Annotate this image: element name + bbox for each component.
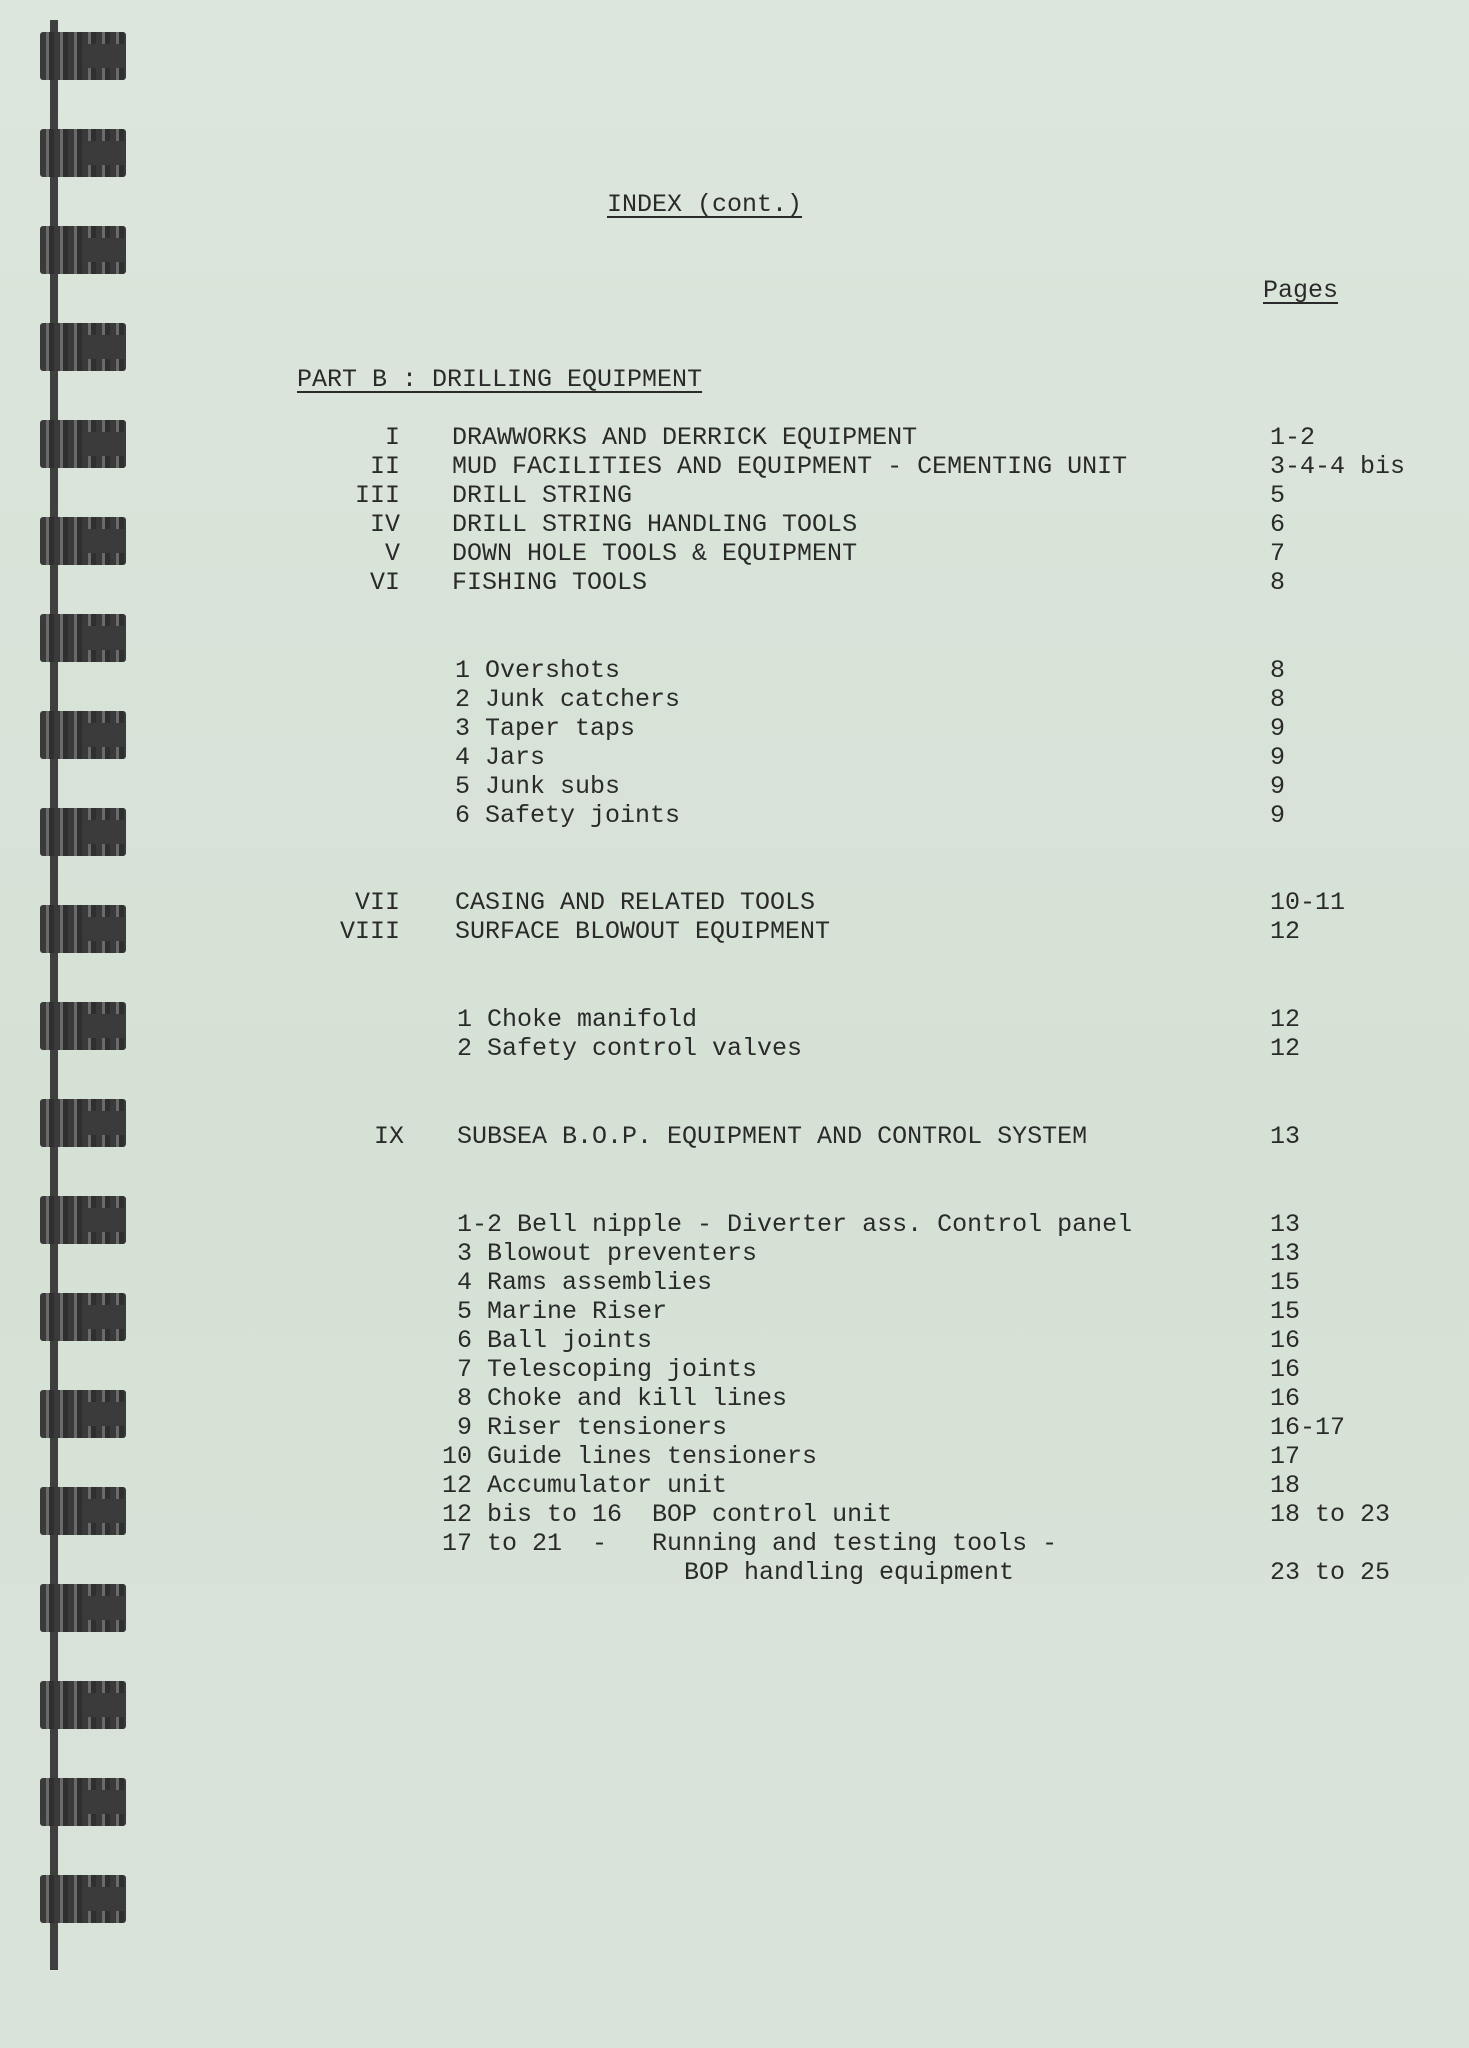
binding-ring xyxy=(40,905,126,953)
binding-ring xyxy=(40,226,126,274)
chapter-pages: 3-4-4 bis xyxy=(1270,452,1406,481)
binding-ring xyxy=(40,614,126,662)
list-item: 4 Rams assemblies xyxy=(457,1268,713,1297)
part-heading: PART B : DRILLING EQUIPMENT xyxy=(297,365,703,394)
list-item-pages: 16 xyxy=(1270,1326,1301,1355)
binding-ring xyxy=(40,129,126,177)
chapter-pages: 10-11 xyxy=(1270,888,1346,917)
chapter-title: SUBSEA B.O.P. EQUIPMENT AND CONTROL SYSTEM xyxy=(457,1122,1088,1151)
list-item: 7 Telescoping joints xyxy=(457,1355,758,1384)
pages-column-header: Pages xyxy=(1263,276,1339,305)
chapter-pages: 12 xyxy=(1270,917,1301,946)
list-item: 1 Overshots xyxy=(455,656,621,685)
chapter-pages: 13 xyxy=(1270,1122,1301,1151)
chapter-number: III xyxy=(354,481,400,510)
list-item: 2 Safety control valves xyxy=(457,1034,803,1063)
chapter-title: DRILL STRING xyxy=(452,481,633,510)
chapter-title: SURFACE BLOWOUT EQUIPMENT xyxy=(455,917,831,946)
binding-ring xyxy=(40,808,126,856)
binding-ring xyxy=(40,1584,126,1632)
list-item-pages: 16 xyxy=(1270,1384,1301,1413)
binding-ring xyxy=(40,517,126,565)
list-item: 2 Junk catchers xyxy=(455,685,681,714)
chapter-number: II xyxy=(369,452,400,481)
binding-ring xyxy=(40,1681,126,1729)
list-item: 1-2 Bell nipple - Diverter ass. Control panel xyxy=(457,1210,1133,1239)
list-item-pages: 16-17 xyxy=(1270,1413,1346,1442)
list-item: 3 Taper taps xyxy=(455,714,636,743)
spiral-binding xyxy=(40,20,130,1970)
list-item-pages: 23 to 25 xyxy=(1270,1558,1391,1587)
chapter-title: MUD FACILITIES AND EQUIPMENT - CEMENTING UNIT xyxy=(452,452,1128,481)
list-item-pages: 18 xyxy=(1270,1471,1301,1500)
list-item: 12 bis to 16 BOP control unit xyxy=(442,1500,893,1529)
chapter-title: DRILL STRING HANDLING TOOLS xyxy=(452,510,858,539)
chapter-number: VII xyxy=(354,888,400,917)
list-item: 17 to 21 - Running and testing tools - xyxy=(442,1529,1058,1558)
chapter-number: VI xyxy=(369,568,400,597)
list-item-pages: 17 xyxy=(1270,1442,1301,1471)
chapter-title: FISHING TOOLS xyxy=(452,568,648,597)
chapter-pages: 7 xyxy=(1270,539,1286,568)
list-item: 9 Riser tensioners xyxy=(457,1413,728,1442)
list-item: 5 Junk subs xyxy=(455,772,621,801)
binding-ring xyxy=(40,1196,126,1244)
list-item-pages: 12 xyxy=(1270,1034,1301,1063)
chapter-title: CASING AND RELATED TOOLS xyxy=(455,888,816,917)
list-item-pages: 15 xyxy=(1270,1297,1301,1326)
list-item-pages: 13 xyxy=(1270,1239,1301,1268)
chapter-pages: 8 xyxy=(1270,568,1286,597)
list-item-pages: 13 xyxy=(1270,1210,1301,1239)
list-item-pages: 15 xyxy=(1270,1268,1301,1297)
binding-ring xyxy=(40,32,126,80)
chapter-title: DRAWWORKS AND DERRICK EQUIPMENT xyxy=(452,423,918,452)
list-item: 12 Accumulator unit xyxy=(442,1471,728,1500)
list-item: 1 Choke manifold xyxy=(457,1005,698,1034)
index-title: INDEX (cont.) xyxy=(607,190,803,219)
list-item: 8 Choke and kill lines xyxy=(457,1384,788,1413)
list-item: 6 Safety joints xyxy=(455,801,681,830)
list-item: 10 Guide lines tensioners xyxy=(442,1442,818,1471)
chapter-title: DOWN HOLE TOOLS & EQUIPMENT xyxy=(452,539,858,568)
chapter-pages: 5 xyxy=(1270,481,1286,510)
list-item-pages: 12 xyxy=(1270,1005,1301,1034)
list-item: 3 Blowout preventers xyxy=(457,1239,758,1268)
chapter-pages: 1-2 xyxy=(1270,423,1316,452)
binding-ring xyxy=(40,1778,126,1826)
list-item-pages: 18 to 23 xyxy=(1270,1500,1391,1529)
chapter-number: IV xyxy=(369,510,400,539)
list-item-pages: 9 xyxy=(1270,714,1286,743)
list-item-pages: 9 xyxy=(1270,801,1286,830)
binding-ring xyxy=(40,1875,126,1923)
list-item-pages: 9 xyxy=(1270,772,1286,801)
list-item-pages: 8 xyxy=(1270,656,1286,685)
chapter-number: I xyxy=(384,423,400,452)
list-item: 6 Ball joints xyxy=(457,1326,653,1355)
list-item-pages: 8 xyxy=(1270,685,1286,714)
chapter-number: IX xyxy=(373,1122,404,1151)
binding-ring xyxy=(40,1390,126,1438)
list-item: 4 Jars xyxy=(455,743,546,772)
list-item-pages: 16 xyxy=(1270,1355,1301,1384)
list-item: BOP handling equipment xyxy=(684,1558,1015,1587)
binding-ring xyxy=(40,1487,126,1535)
binding-ring xyxy=(40,323,126,371)
list-item-pages: 9 xyxy=(1270,743,1286,772)
list-item: 5 Marine Riser xyxy=(457,1297,668,1326)
chapter-pages: 6 xyxy=(1270,510,1286,539)
binding-ring xyxy=(40,420,126,468)
binding-ring xyxy=(40,1293,126,1341)
binding-ring xyxy=(40,1002,126,1050)
chapter-number: V xyxy=(384,539,400,568)
binding-ring xyxy=(40,1099,126,1147)
binding-ring xyxy=(40,711,126,759)
chapter-number: VIII xyxy=(339,917,400,946)
